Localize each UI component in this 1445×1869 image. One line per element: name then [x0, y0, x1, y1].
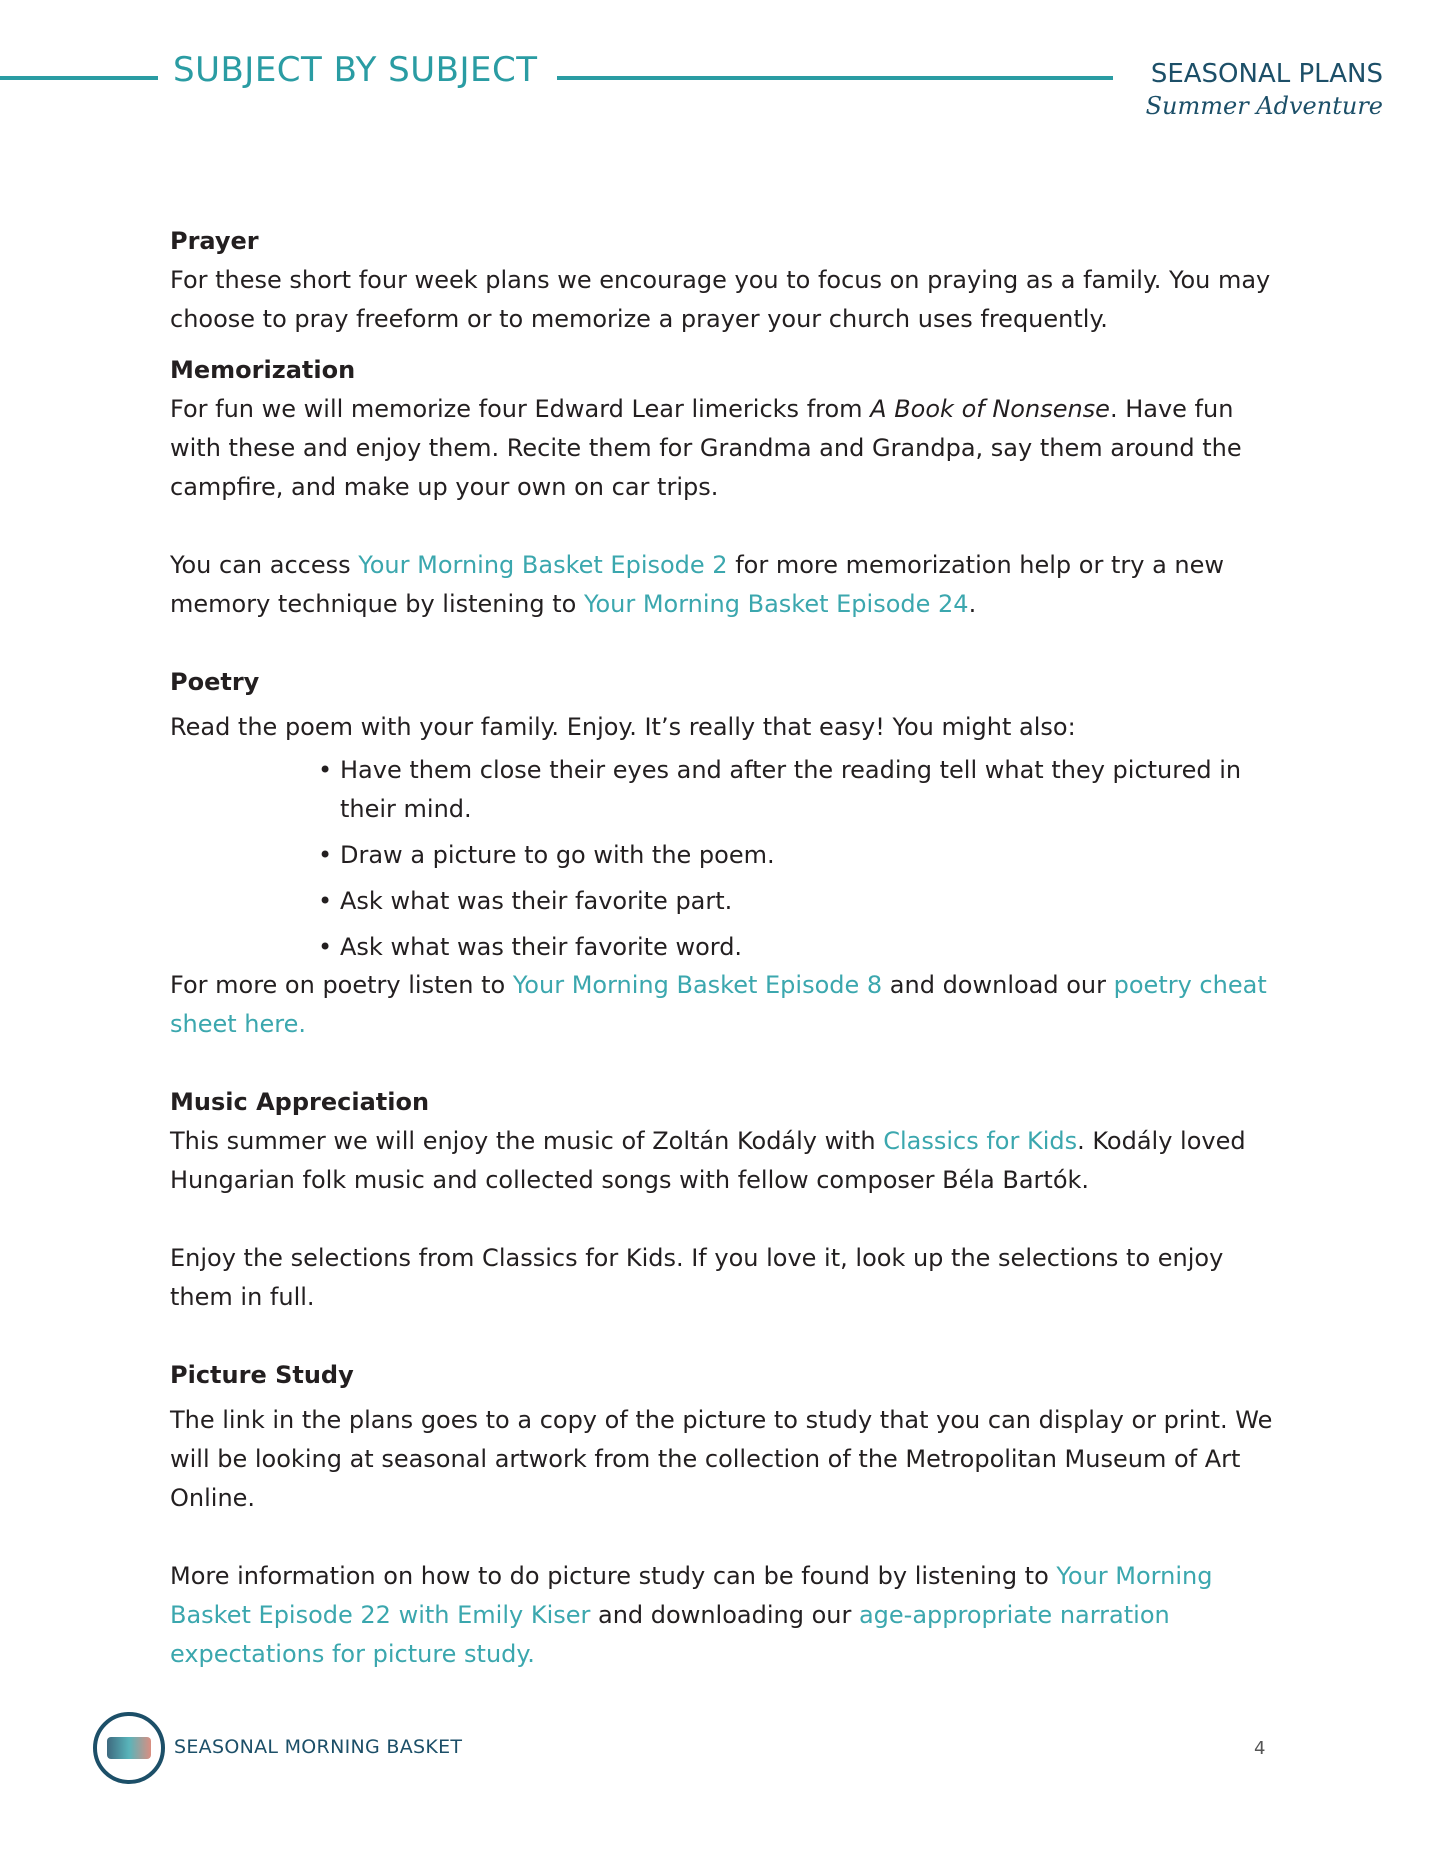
picture-study-text: The link in the plans goes to a copy of the picture to study that you can display or print. We will be looking at seasonal artwork from the collection of the Metropolitan Museum of Art Online.: [170, 1406, 1273, 1512]
list-item: • Draw a picture to go with the poem.: [318, 836, 1280, 875]
link-classics-for-kids[interactable]: Classics for Kids: [883, 1127, 1078, 1155]
section-picture-study: [170, 1356, 1280, 1674]
poetry-more-text: [170, 966, 1280, 1044]
section-poetry: [170, 663, 1280, 1044]
list-item: • Ask what was their favorite word.: [318, 928, 1280, 967]
page-number: 4: [1254, 1738, 1266, 1759]
page-section-title: SUBJECT BY SUBJECT: [173, 50, 538, 90]
link-episode-8[interactable]: Your Morning Basket Episode 8: [512, 971, 883, 999]
picture-study-links-text: [170, 1557, 1280, 1674]
header-plans-label: SEASONAL PLANS: [1150, 59, 1383, 89]
link-episode-24[interactable]: Your Morning Basket Episode 24: [583, 590, 969, 618]
link-poetry-cheat-sheet[interactable]: poetry cheat sheet here.: [170, 971, 1267, 1038]
memorization-text-part: For fun we will memorize four Edward Lear limericks from: [170, 395, 871, 423]
poetry-text-part: For more on poetry listen to: [170, 971, 513, 999]
picture-study-text-part: More information on how to do picture study can be found by listening to: [170, 1562, 1057, 1590]
poetry-bullet-list: [170, 751, 1280, 967]
header-rule-right: [557, 76, 1113, 80]
header-subtitle: Summer Adventure: [1145, 92, 1383, 120]
memorization-links-text: [170, 546, 1280, 624]
link-episode-22[interactable]: Your Morning Basket Episode 22 with Emily Kiser: [170, 1562, 1213, 1629]
morning-basket-logo-icon: [93, 1712, 165, 1784]
link-narration-expectations[interactable]: age-appropriate narration expectations for picture study.: [170, 1601, 1170, 1668]
music-text-part: . Kodály loved Hungarian folk music and collected songs with fellow composer Béla Bartók.: [170, 1127, 1246, 1194]
heading-music-appreciation: Music Appreciation: [170, 1088, 430, 1116]
prayer-text: For these short four week plans we encourage you to focus on praying as a family. You may choose to pray freeform or to memorize a prayer your church uses frequently.: [170, 266, 1271, 333]
heading-picture-study: Picture Study: [170, 1361, 354, 1389]
header-rule-left: [0, 76, 158, 80]
list-item: • Ask what was their favorite part.: [318, 882, 1280, 921]
link-episode-2[interactable]: Your Morning Basket Episode 2: [358, 551, 728, 579]
main-content: [170, 222, 1280, 1674]
heading-poetry: Poetry: [170, 668, 260, 696]
poetry-text-part: and download our: [882, 971, 1114, 999]
footer-brand: SEASONAL MORNING BASKET: [174, 1736, 463, 1758]
music-selections-text: Enjoy the selections from Classics for Kids. If you love it, look up the selections to enjoy them in full.: [170, 1244, 1224, 1311]
memorization-text-part: . Have fun with these and enjoy them. Recite them for Grandma and Grandpa, say them around the campfire, and make up your own on car trips.: [170, 395, 1242, 501]
poetry-intro: Read the poem with your family. Enjoy. It’s really that easy! You might also:: [170, 713, 1076, 741]
memorization-text-part: for more memorization help or try a new memory technique by listening to: [170, 551, 1225, 618]
music-text: [170, 1122, 1280, 1200]
picture-study-text-part: and downloading our: [590, 1601, 859, 1629]
section-prayer: [170, 222, 1280, 339]
memorization-text-part: .: [968, 590, 977, 618]
list-item: • Have them close their eyes and after the reading tell what they pictured in their mind.: [318, 751, 1280, 829]
heading-prayer: Prayer: [170, 227, 259, 255]
music-text-part: This summer we will enjoy the music of Zoltán Kodály with: [170, 1127, 884, 1155]
section-music: [170, 1083, 1280, 1317]
book-title: A Book of Nonsense: [870, 395, 1110, 423]
memorization-text: [170, 390, 1280, 507]
section-memorization: [170, 351, 1280, 624]
heading-memorization: Memorization: [170, 356, 356, 384]
memorization-text-part: You can access: [170, 551, 359, 579]
